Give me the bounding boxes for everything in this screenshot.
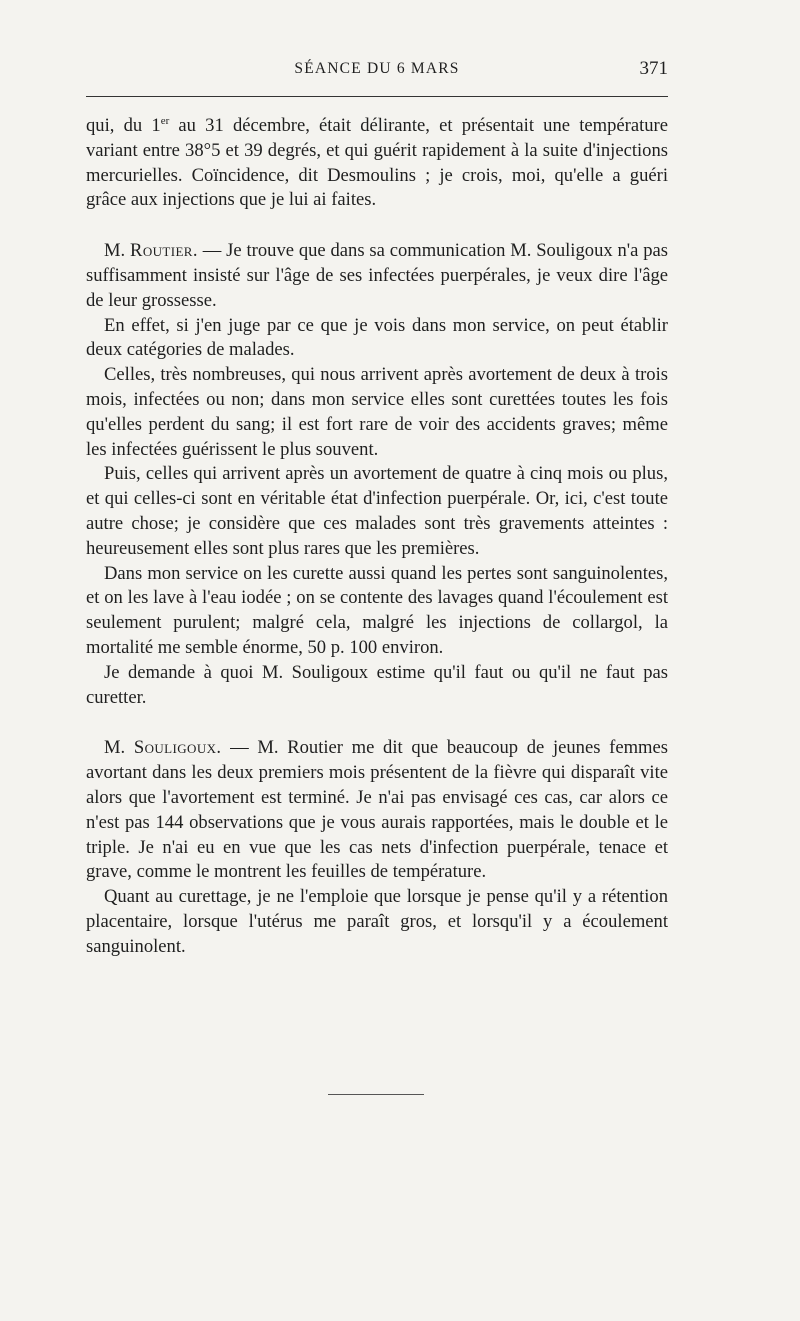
ordinal-suffix: er [160,114,170,127]
souligoux-prefix: M. [104,737,134,759]
speaker-routier: Routier. [130,240,198,262]
routier-prefix: M. [104,240,131,262]
header-rule [86,96,668,97]
paragraph-treatment: Dans mon service on les curette aussi quand les pertes sont sanguinolentes, et on les lave à l'eau iodée ; on se contente des lavages quand l'écoulement est seulement purulent; malgré cela, malgré les injections de collargol, la mortalité me semble énorme, 50 p. 100 environ. [86,562,668,658]
routier-text: — Je trouve que dans sa communication M. Souligoux n'a pas suffisamment insisté sur l'âge de ses infectées puerpérales, je veux dire l'âge de leur grossesse. [86,240,668,311]
paragraph-curettage: Quant au curettage, je ne l'emploie que lorsque je pense qu'il y a rétention placentaire, lorsque l'utérus me paraît gros, et lorsqu'il y a écoulement sanguinolent. [86,886,668,957]
paragraph-two-categories: En effet, si j'en juge par ce que je vois dans mon service, on peut établir deux catégories de malades. [86,314,668,361]
paragraph-souligoux-reply [86,736,668,885]
speaker-souligoux: Souligoux. [133,737,222,759]
souligoux-text: — M. Routier me dit que beaucoup de jeunes femmes avortant dans les deux premiers mois présentent de la fièvre qui disparaît vite alors que l'avortement est terminé. Je n'ai pas envisagé ces cas, car alors ce n'est pas 144 observations que je vous aurais rapportées, mais le double et le triple. Je n'ai eu en vue que les cas nets d'infection puerpérale, tenace et grave, comme le montrent les feuilles de température. [86,737,668,883]
paragraph-early-abortion: Celles, très nombreuses, qui nous arrivent après avortement de deux à trois mois, infectées ou non; dans mon service elles sont curettées toutes les fois qu'elles perdent du sang; il est fort rare de voir des accidents graves; même les infectées guérissent le plus souvent. [86,364,668,460]
page-header [86,60,668,84]
p1-after-ordinal: au 31 décembre, était délirante, et présentait une température variant entre 38°5 et 39 degrés, et qui guérit rapidement à la suite d'injections mercurielles. Coïncidence, dit Desmoulins ; je crois, moi, qu'elle a guéri grâce aux injections que je lui ai faites. [86,115,668,211]
page-number: 371 [639,58,668,79]
p1-before-ordinal: qui, du 1 [86,115,161,136]
paragraph-desmoulins-case [86,114,668,213]
running-head: SÉANCE DU 6 MARS [294,60,460,77]
body-text [86,114,668,960]
end-rule [328,1094,424,1095]
paragraph-routier-intro [86,239,668,313]
paragraph-late-abortion: Puis, celles qui arrivent après un avortement de quatre à cinq mois ou plus, et qui celles-ci sont en véritable état d'infection puerpérale. Or, ici, c'est toute autre chose; je considère que ces malades sont très gravements atteintes : heureusement elles sont plus rares que les premières. [86,463,668,559]
paragraph-question: Je demande à quoi M. Souligoux estime qu'il faut ou qu'il ne faut pas curetter. [86,661,668,708]
